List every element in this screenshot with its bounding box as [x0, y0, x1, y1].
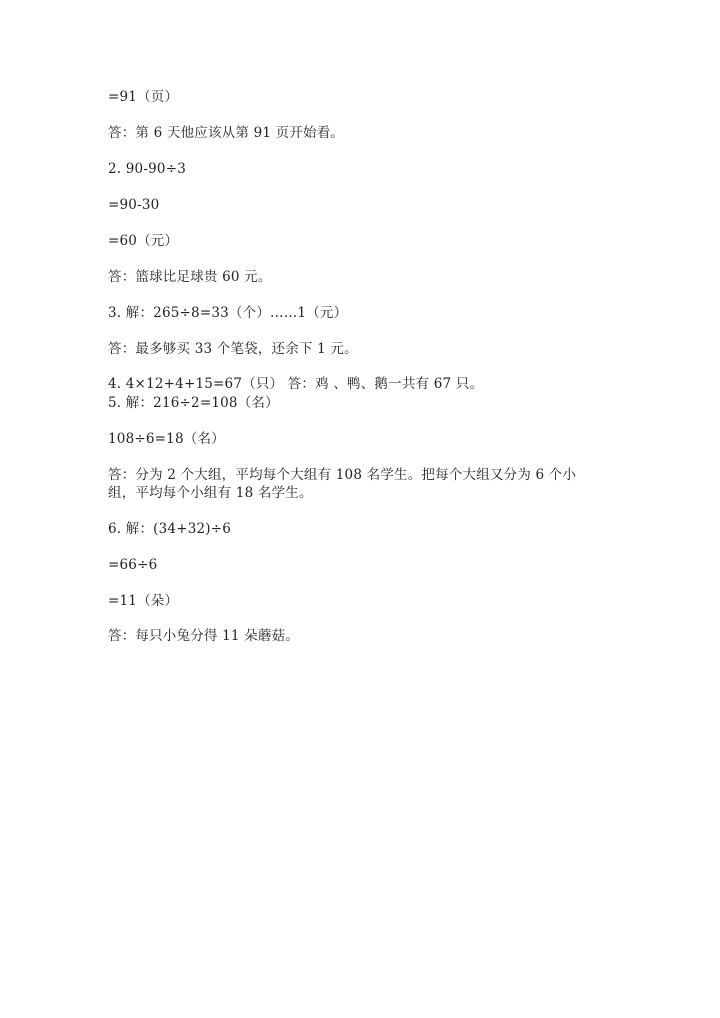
text-line-3: 2. 90-90÷3: [108, 161, 186, 177]
text-line-11: 108÷6=18（名）: [108, 431, 225, 447]
text-line-5: =60（元）: [108, 233, 179, 249]
text-line-6: 答：篮球比足球贵 60 元。: [108, 269, 272, 285]
text-line-15: =66÷6: [108, 557, 158, 573]
text-line-17: 答：每只小兔分得 11 朵蘑菇。: [108, 628, 299, 644]
text-line-4: =90-30: [108, 197, 160, 213]
text-line-13: 组，平均每个小组有 18 名学生。: [108, 485, 313, 501]
text-line-7: 3. 解：265÷8=33（个）……1（元）: [108, 305, 348, 321]
text-line-10: 5. 解：216÷2=108（名）: [108, 395, 279, 411]
text-line-2: 答：第 6 天他应该从第 91 页开始看。: [108, 125, 345, 141]
text-line-1: =91（页）: [108, 89, 179, 105]
text-line-14: 6. 解：(34+32)÷6: [108, 521, 232, 537]
text-line-16: =11（朵）: [108, 593, 179, 609]
text-line-12: 答：分为 2 个大组，平均每个大组有 108 名学生。把每个大组又分为 6 个小: [108, 467, 577, 483]
text-line-8: 答：最多够买 33 个笔袋，还余下 1 元。: [108, 341, 358, 357]
text-line-9: 4. 4×12+4+15=67（只） 答：鸡 、鸭、鹅一共有 67 只。: [108, 376, 484, 392]
